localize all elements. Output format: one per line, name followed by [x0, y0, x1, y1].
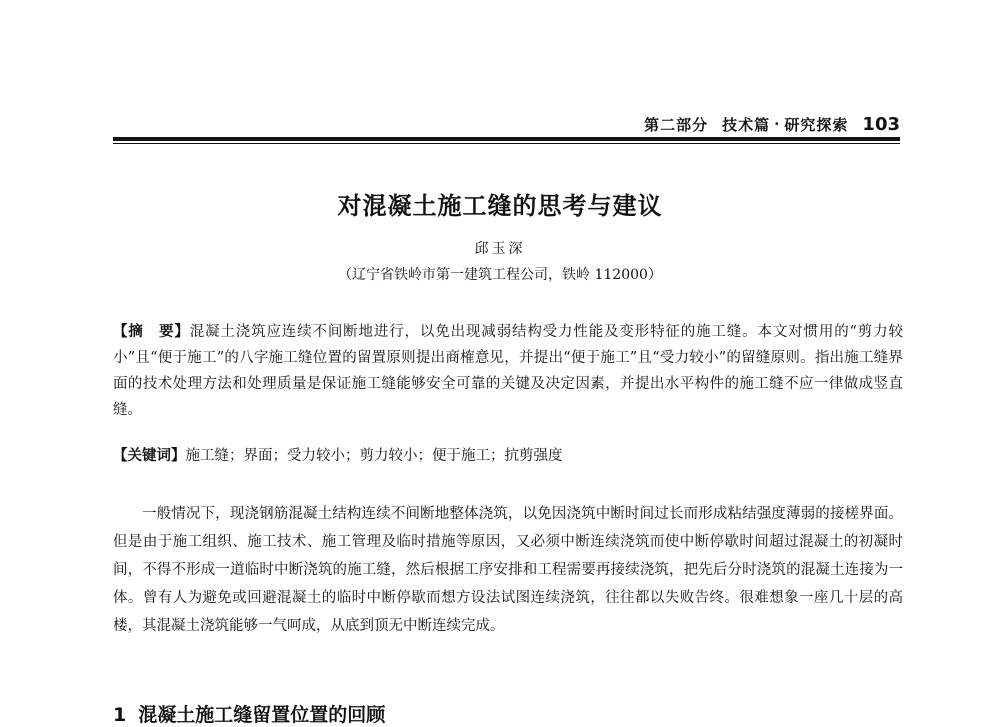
- keywords: [113, 443, 903, 469]
- article-affiliation: （辽宁省铁岭市第一建筑工程公司，铁岭 112000）: [338, 267, 662, 283]
- header-separator: ·: [774, 115, 781, 133]
- article-title: 对混凝土施工缝的思考与建议: [337, 191, 663, 220]
- header-rule-thin: [113, 143, 900, 144]
- abstract-label: 【摘 要】: [113, 323, 190, 340]
- section-number: 1: [113, 704, 127, 726]
- article-author: 邱玉深: [474, 241, 526, 257]
- abstract-text: 混凝土浇筑应连续不间断地进行，以免出现减弱结构受力性能及变形特征的施工缝。本文对惯用的“剪力较小”且“便于施工”的八字施工缝位置的留置原则提出商榷意见，并提出“便于施工”且“受力较小”的留缝原则。指出施工缝界面的技术处理方法和处理质量是保证施工缝能够安全可靠的关键及决定因素，并提出水平构件的施工缝不应一律做成竖直缝。: [113, 324, 903, 418]
- page-number: 103: [862, 113, 900, 135]
- abstract: [113, 319, 903, 423]
- body-paragraph: 一般情况下，现浇钢筋混凝土结构连续不间断地整体浇筑，以免因浇筑中断时间过长而形成粘结强度薄弱的接槎界面。但是由于施工组织、施工技术、施工管理及临时措施等原因，又必须中断连续浇筑而使中断停歇时间超过混凝土的初凝时间，不得不形成一道临时中断浇筑的施工缝，然后根据工序安排和工程需要再接续浇筑，把先后分时浇筑的混凝土连接为一体。曾有人为避免或回避混凝土的临时中断停歇而想方设法试图连续浇筑，往往都以失败告终。很难想象一座几十层的高楼，其混凝土浇筑能够一气呵成，从底到顶无中断连续完成。: [113, 506, 903, 634]
- header-part: 第二部分: [644, 115, 709, 134]
- section-heading: [113, 700, 903, 727]
- header-subsection: 研究探索: [784, 115, 849, 134]
- section-title: 混凝土施工缝留置位置的回顾: [138, 704, 386, 726]
- running-header: [113, 112, 900, 136]
- header-section: 技术篇: [722, 115, 771, 134]
- keywords-label: 【关键词】: [113, 447, 186, 464]
- keywords-text: 施工缝；界面；受力较小；剪力较小；便于施工；抗剪强度: [185, 448, 563, 464]
- header-rule-thick: [113, 137, 900, 141]
